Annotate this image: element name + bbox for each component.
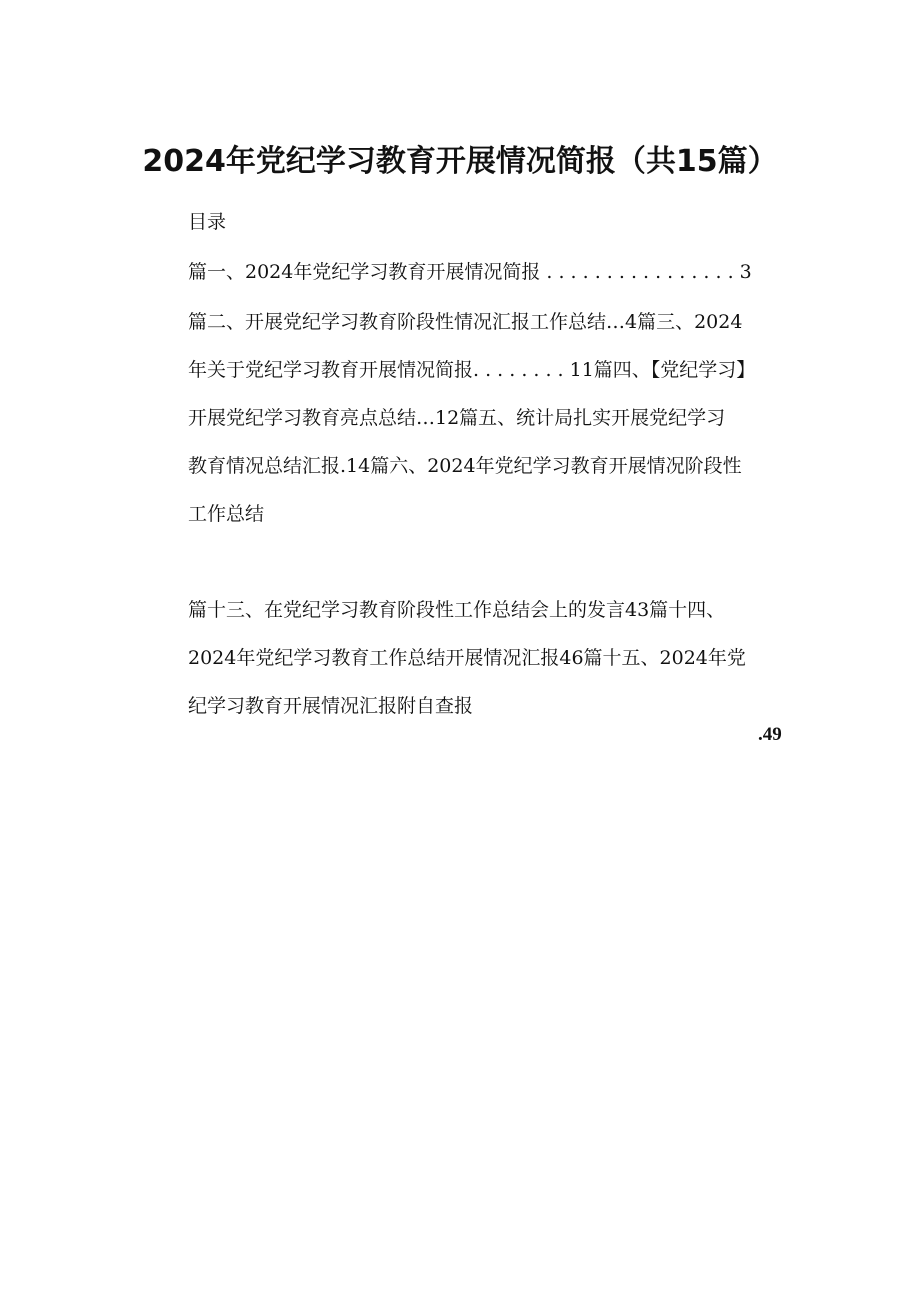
toc-line: 篇十三、在党纪学习教育阶段性工作总结会上的发言43篇十四、 [188, 599, 726, 621]
toc-line: 2024年党纪学习教育工作总结开展情况汇报46篇十五、2024年党 [188, 647, 746, 669]
toc-line: 教育情况总结汇报.14篇六、2024年党纪学习教育开展情况阶段性 [188, 455, 742, 477]
toc-line: 开展党纪学习教育亮点总结…12篇五、统计局扎实开展党纪学习 [188, 407, 726, 429]
toc-line: 篇二、开展党纪学习教育阶段性情况汇报工作总结…4篇三、2024 [188, 311, 743, 333]
toc-line: 纪学习教育开展情况汇报附自查报 [188, 695, 474, 717]
toc-line: 年关于党纪学习教育开展情况简报. . . . . . . . 11篇四、【党纪学习】 [188, 359, 756, 381]
toc-page-number: .49 [758, 724, 782, 745]
document-title: 2024年党纪学习教育开展情况简报（共15篇） [142, 144, 778, 179]
toc-line: 篇一、2024年党纪学习教育开展情况简报 . . . . . . . . . . . . . . . . 3 [188, 261, 752, 283]
toc-line: 工作总结 [188, 503, 265, 525]
toc-heading: 目录 [188, 211, 227, 233]
